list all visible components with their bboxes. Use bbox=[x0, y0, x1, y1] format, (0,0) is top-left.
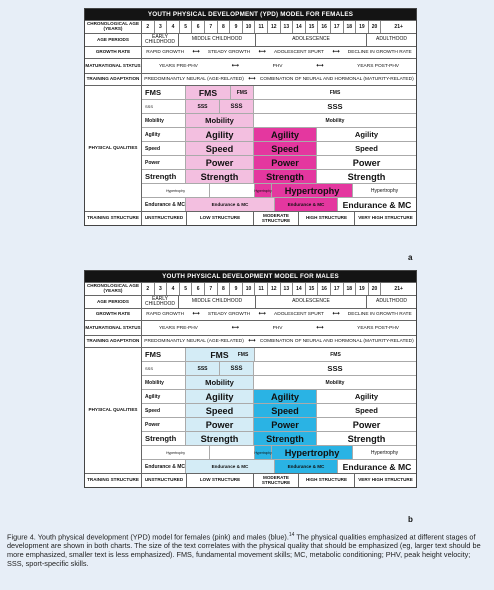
female-physical-qualities bbox=[85, 85, 416, 211]
male-adaptation-neural: PREDOMINANTLY NEURAL (AGE-RELATED) bbox=[144, 339, 244, 344]
female-mobility-middle-text: Mobility bbox=[205, 116, 234, 125]
male-structure-very-high: VERY HIGH STRUCTURE bbox=[358, 477, 413, 483]
male-hypertrophy-adolescence bbox=[272, 446, 353, 459]
male-speed-adolescence-text: Speed bbox=[271, 405, 299, 416]
female-age-5: 5 bbox=[180, 21, 193, 33]
female-age-20: 20 bbox=[369, 21, 382, 33]
female-fms-early-text: FMS bbox=[145, 88, 162, 97]
male-sss-row bbox=[142, 361, 416, 375]
female-mobility-middle bbox=[186, 114, 254, 127]
female-strength-early-text: Strength bbox=[145, 172, 177, 181]
female-age-14: 14 bbox=[293, 21, 306, 33]
female-mobility-row bbox=[142, 113, 416, 127]
female-strength-adolescence-text: Strength bbox=[266, 171, 304, 182]
female-growth-label: GROWTH RATE bbox=[85, 47, 142, 58]
female-growth-rapid: RAPID GROWTH bbox=[146, 50, 185, 55]
caption-text: Figure 4. Youth physical development (YPD) model for females (pink) and males (blue). bbox=[7, 532, 289, 542]
female-age-19: 19 bbox=[356, 21, 369, 33]
female-chrono-label: CHRONOLOGICAL AGE (YEARS) bbox=[85, 21, 142, 33]
male-growth-decline: DECLINE IN GROWTH RATE bbox=[347, 312, 412, 317]
male-speed-early bbox=[142, 404, 186, 417]
male-maturation-pre: YEARS PRE-PHV bbox=[158, 325, 198, 331]
male-growth-spurt: ADOLESCENT SPURT bbox=[274, 312, 324, 317]
female-agility-row bbox=[142, 127, 416, 141]
female-fms-middle-b bbox=[231, 86, 253, 99]
female-mobility-early bbox=[142, 114, 186, 127]
male-fms-adolescence-text: FMS bbox=[330, 351, 341, 358]
female-fms-adolescence bbox=[254, 86, 416, 99]
female-maturation-label: MATURATIONAL STATUS bbox=[85, 59, 142, 73]
male-mobility-adolescence-text: Mobility bbox=[325, 379, 345, 386]
male-fms-row bbox=[142, 348, 416, 361]
male-endurance-adulthood-text: Endurance & MC bbox=[342, 461, 412, 472]
female-fms-row bbox=[142, 86, 416, 99]
male-age-4: 4 bbox=[167, 283, 180, 295]
female-hypertrophy-phv-text: Hypertrophy bbox=[254, 188, 272, 193]
arrow-icon: ⟷ bbox=[316, 63, 324, 69]
female-endurance-adulthood-text: Endurance & MC bbox=[342, 199, 412, 210]
female-growth-steady: STEADY GROWTH bbox=[207, 50, 251, 55]
male-sss-middle-b-text: SSS bbox=[230, 365, 243, 372]
male-period-middle: MIDDLE CHILDHOOD bbox=[179, 296, 256, 308]
male-mobility-early bbox=[142, 376, 186, 389]
male-mobility-early-text: Mobility bbox=[145, 379, 164, 386]
male-speed-adulthood-text: Speed bbox=[355, 406, 378, 415]
male-age-21+: 21+ bbox=[394, 286, 403, 292]
male-power-middle bbox=[186, 418, 254, 431]
male-sss-middle-a bbox=[186, 362, 220, 375]
male-endurance-adulthood bbox=[338, 460, 416, 473]
female-agility-adulthood bbox=[317, 128, 416, 141]
male-age-17: 17 bbox=[331, 283, 344, 295]
arrow-icon: ⟷ bbox=[258, 312, 266, 317]
male-speed-middle-text: Speed bbox=[205, 405, 234, 416]
male-endurance-middle-text: Endurance & MC bbox=[211, 464, 249, 469]
female-panel-letter: a bbox=[408, 253, 413, 262]
male-growth-label: GROWTH RATE bbox=[85, 309, 142, 320]
female-agility-early bbox=[142, 128, 186, 141]
female-age-4: 4 bbox=[167, 21, 180, 33]
female-period-early: EARLY CHILDHOOD bbox=[142, 34, 179, 46]
male-agility-adolescence-text: Agility bbox=[270, 391, 300, 402]
male-age-9: 9 bbox=[230, 283, 243, 295]
female-hypertrophy-early-text: Hypertrophy bbox=[165, 188, 186, 193]
female-endurance-row bbox=[142, 197, 416, 211]
male-age-2: 2 bbox=[142, 283, 155, 295]
male-sss-early-text: SSS bbox=[145, 366, 154, 371]
male-sss-middle-a-text: SSS bbox=[197, 365, 208, 372]
female-endurance-middle-text: Endurance & MC bbox=[211, 202, 249, 207]
male-speed-middle bbox=[186, 404, 254, 417]
female-power-adulthood bbox=[317, 156, 416, 169]
arrow-icon: ⟷ bbox=[332, 312, 340, 317]
female-fms-middle-b-text: FMS bbox=[236, 89, 248, 96]
female-endurance-early bbox=[142, 198, 186, 211]
arrow-icon: ⟷ bbox=[231, 325, 239, 331]
arrow-icon: ⟷ bbox=[192, 312, 200, 317]
male-hypertrophy-phv-text: Hypertrophy bbox=[254, 450, 272, 455]
female-strength-middle-text: Strength bbox=[200, 171, 239, 182]
caption-reference: 14 bbox=[288, 532, 295, 538]
female-power-adolescence bbox=[254, 156, 317, 169]
female-age-11: 11 bbox=[255, 21, 268, 33]
female-age-9: 9 bbox=[230, 21, 243, 33]
female-strength-adulthood bbox=[317, 170, 416, 183]
male-agility-early bbox=[142, 390, 186, 403]
female-fms-middle bbox=[186, 86, 254, 99]
female-sss-early-text: SSS bbox=[145, 104, 154, 109]
male-fms-middle-b bbox=[232, 348, 255, 361]
male-structure-high: HIGH STRUCTURE bbox=[299, 474, 355, 487]
male-periods-label: AGE PERIODS bbox=[85, 296, 142, 308]
male-mobility-adolescence bbox=[254, 376, 416, 389]
female-periods-label: AGE PERIODS bbox=[85, 34, 142, 46]
female-structure-high: HIGH STRUCTURE bbox=[299, 212, 355, 225]
male-maturation-row bbox=[85, 320, 416, 335]
male-structure-moderate: MODERATE STRUCTURE bbox=[254, 474, 299, 487]
male-period-adulthood: ADULTHOOD bbox=[375, 298, 408, 305]
female-structure-very-high: VERY HIGH STRUCTURE bbox=[358, 215, 413, 221]
male-adaptation-combo: COMBINATION OF NEURAL AND HORMONAL (MATURITY-RELATED) bbox=[259, 339, 414, 344]
female-hypertrophy-phv bbox=[255, 184, 272, 197]
female-age-18: 18 bbox=[344, 21, 357, 33]
female-structure-unstructured: UNSTRUCTURED bbox=[142, 212, 187, 225]
male-agility-adolescence bbox=[254, 390, 317, 403]
male-agility-early-text: Agility bbox=[145, 393, 161, 400]
female-hypertrophy-early bbox=[142, 184, 210, 197]
male-age-14: 14 bbox=[293, 283, 306, 295]
female-fms-middle-a-text: FMS bbox=[198, 87, 218, 98]
female-power-adulthood-text: Power bbox=[352, 157, 381, 168]
female-age-3: 3 bbox=[155, 21, 168, 33]
female-sss-middle-a-text: SSS bbox=[197, 103, 208, 110]
female-endurance-adolescence bbox=[275, 198, 338, 211]
male-fms-middle-b-text: FMS bbox=[237, 351, 249, 358]
female-age-21+: 21+ bbox=[394, 24, 403, 30]
male-speed-early-text: Speed bbox=[145, 407, 161, 414]
arrow-icon: ⟷ bbox=[231, 63, 239, 69]
male-age-5: 5 bbox=[180, 283, 193, 295]
male-hypertrophy-adulthood bbox=[353, 446, 416, 459]
female-speed-middle bbox=[186, 142, 254, 155]
female-structure-moderate: MODERATE STRUCTURE bbox=[254, 212, 299, 225]
male-structure-low: LOW STRUCTURE bbox=[187, 474, 254, 487]
male-hypertrophy-early bbox=[142, 446, 210, 459]
female-agility-adulthood-text: Agility bbox=[354, 130, 379, 139]
arrow-icon: ⟷ bbox=[248, 77, 256, 82]
female-fms-early bbox=[142, 86, 186, 99]
male-growth-rapid: RAPID GROWTH bbox=[146, 312, 185, 317]
male-ypd-chart bbox=[84, 270, 417, 488]
male-hypertrophy-adolescence-text: Hypertrophy bbox=[284, 447, 340, 458]
female-sss-adolescence bbox=[254, 100, 416, 113]
male-growth-steady: STEADY GROWTH bbox=[207, 312, 251, 317]
female-hypertrophy-adulthood-text: Hypertrophy bbox=[370, 187, 399, 194]
male-hypertrophy-adulthood-text: Hypertrophy bbox=[370, 449, 399, 456]
male-strength-row bbox=[142, 431, 416, 445]
male-age-13: 13 bbox=[281, 283, 294, 295]
female-age-17: 17 bbox=[331, 21, 344, 33]
male-strength-middle-text: Strength bbox=[200, 433, 239, 444]
female-age-16: 16 bbox=[318, 21, 331, 33]
female-mobility-early-text: Mobility bbox=[145, 117, 164, 124]
male-maturation-label: MATURATIONAL STATUS bbox=[85, 321, 142, 335]
female-age-10: 10 bbox=[243, 21, 256, 33]
male-age-20: 20 bbox=[369, 283, 382, 295]
female-power-adolescence-text: Power bbox=[271, 157, 299, 168]
male-sss-early bbox=[142, 362, 186, 375]
male-age-16: 16 bbox=[318, 283, 331, 295]
male-age-10: 10 bbox=[243, 283, 256, 295]
female-hypertrophy-adolescence bbox=[272, 184, 353, 197]
male-adaptation-row bbox=[85, 335, 416, 347]
female-agility-adolescence bbox=[254, 128, 317, 141]
female-strength-early bbox=[142, 170, 186, 183]
male-agility-middle bbox=[186, 390, 254, 403]
female-structure-label: TRAINING STRUCTURE bbox=[85, 212, 142, 225]
male-strength-adolescence-text: Strength bbox=[266, 433, 304, 444]
female-power-early bbox=[142, 156, 186, 169]
male-structure-row bbox=[85, 473, 416, 487]
male-mobility-row bbox=[142, 375, 416, 389]
male-mobility-middle-text: Mobility bbox=[205, 378, 234, 387]
female-endurance-adolescence-text: Endurance & MC bbox=[287, 202, 325, 207]
male-structure-label: TRAINING STRUCTURE bbox=[85, 474, 142, 487]
female-speed-early-text: Speed bbox=[145, 145, 161, 152]
male-agility-row bbox=[142, 389, 416, 403]
male-power-adulthood-text: Power bbox=[352, 419, 381, 430]
female-ypd-chart bbox=[84, 8, 417, 226]
female-growth-decline: DECLINE IN GROWTH RATE bbox=[347, 50, 412, 55]
female-agility-adolescence-text: Agility bbox=[270, 129, 300, 140]
male-sss-adolescence bbox=[254, 362, 416, 375]
male-fms-early-text: FMS bbox=[145, 350, 162, 359]
female-period-middle: MIDDLE CHILDHOOD bbox=[179, 34, 256, 46]
female-sss-middle-b-text: SSS bbox=[230, 103, 243, 110]
male-strength-early-text: Strength bbox=[145, 434, 177, 443]
arrow-icon: ⟷ bbox=[248, 339, 256, 344]
female-strength-row bbox=[142, 169, 416, 183]
female-mobility-adolescence-text: Mobility bbox=[325, 117, 345, 124]
female-speed-adulthood bbox=[317, 142, 416, 155]
female-strength-adulthood-text: Strength bbox=[347, 171, 386, 182]
male-sss-middle bbox=[186, 362, 254, 375]
female-speed-row bbox=[142, 141, 416, 155]
female-period-adulthood: ADULTHOOD bbox=[375, 36, 408, 43]
female-structure-low: LOW STRUCTURE bbox=[187, 212, 254, 225]
female-maturation-phv: PHV bbox=[272, 63, 283, 69]
female-agility-middle-text: Agility bbox=[205, 129, 234, 140]
figure-caption bbox=[7, 531, 488, 568]
male-hypertrophy-row bbox=[142, 445, 416, 459]
female-power-middle bbox=[186, 156, 254, 169]
female-maturation-row bbox=[85, 58, 416, 73]
female-speed-early bbox=[142, 142, 186, 155]
female-hypertrophy-adulthood bbox=[353, 184, 416, 197]
male-endurance-early bbox=[142, 460, 186, 473]
male-age-6: 6 bbox=[192, 283, 205, 295]
female-age-7: 7 bbox=[205, 21, 218, 33]
male-hypertrophy-gap bbox=[210, 446, 255, 459]
male-fms-early bbox=[142, 348, 186, 361]
female-age-15: 15 bbox=[306, 21, 319, 33]
female-growth-row bbox=[85, 46, 416, 58]
male-power-middle-text: Power bbox=[205, 419, 234, 430]
male-physical-qualities-label: PHYSICAL QUALITIES bbox=[85, 348, 142, 473]
male-fms-middle-a-text: FMS bbox=[210, 349, 229, 360]
male-physical-qualities bbox=[85, 347, 416, 473]
female-sss-adolescence-text: SSS bbox=[327, 102, 343, 111]
male-agility-adulthood-text: Agility bbox=[354, 392, 379, 401]
female-sss-middle bbox=[186, 100, 254, 113]
male-endurance-middle bbox=[186, 460, 275, 473]
arrow-icon: ⟷ bbox=[258, 50, 266, 55]
female-hypertrophy-row bbox=[142, 183, 416, 197]
male-strength-adulthood-text: Strength bbox=[347, 433, 386, 444]
female-endurance-adulthood bbox=[338, 198, 416, 211]
male-endurance-adolescence-text: Endurance & MC bbox=[287, 464, 325, 469]
female-agility-early-text: Agility bbox=[145, 131, 161, 138]
female-fms-middle-a bbox=[186, 86, 231, 99]
male-agility-adulthood bbox=[317, 390, 416, 403]
male-power-early-text: Power bbox=[145, 421, 161, 428]
male-power-row bbox=[142, 417, 416, 431]
female-age-6: 6 bbox=[192, 21, 205, 33]
male-power-adolescence bbox=[254, 418, 317, 431]
female-maturation-pre: YEARS PRE-PHV bbox=[158, 63, 198, 69]
arrow-icon: ⟷ bbox=[192, 50, 200, 55]
male-age-11: 11 bbox=[255, 283, 268, 295]
female-adaptation-label: TRAINING ADAPTATION bbox=[85, 74, 142, 85]
female-period-adolescence: ADOLESCENCE bbox=[256, 34, 367, 46]
female-age-13: 13 bbox=[281, 21, 294, 33]
male-chrono-label: CHRONOLOGICAL AGE (YEARS) bbox=[85, 283, 142, 295]
female-chart-title: YOUTH PHYSICAL DEVELOPMENT (YPD) MODEL FOR FEMALES bbox=[85, 9, 416, 20]
male-periods-row bbox=[85, 295, 416, 308]
female-power-middle-text: Power bbox=[205, 157, 234, 168]
arrow-icon: ⟷ bbox=[316, 325, 324, 331]
male-growth-row bbox=[85, 308, 416, 320]
male-sss-middle-b bbox=[220, 362, 253, 375]
male-maturation-post: YEARS POST-PHV bbox=[357, 325, 400, 331]
male-period-early: EARLY CHILDHOOD bbox=[142, 296, 179, 308]
female-adaptation-neural: PREDOMINANTLY NEURAL (AGE-RELATED) bbox=[144, 77, 244, 82]
male-power-early bbox=[142, 418, 186, 431]
male-power-adulthood bbox=[317, 418, 416, 431]
male-age-12: 12 bbox=[268, 283, 281, 295]
female-adaptation-combo: COMBINATION OF NEURAL AND HORMONAL (MATURITY-RELATED) bbox=[259, 77, 414, 82]
male-strength-middle bbox=[186, 432, 254, 445]
male-period-adolescence: ADOLESCENCE bbox=[256, 296, 367, 308]
male-age-8: 8 bbox=[218, 283, 231, 295]
female-age-12: 12 bbox=[268, 21, 281, 33]
male-age-15: 15 bbox=[306, 283, 319, 295]
male-age-19: 19 bbox=[356, 283, 369, 295]
female-adaptation-row bbox=[85, 73, 416, 85]
male-agility-middle-text: Agility bbox=[205, 391, 234, 402]
female-sss-early bbox=[142, 100, 186, 113]
female-growth-spurt: ADOLESCENT SPURT bbox=[274, 50, 324, 55]
male-mobility-middle bbox=[186, 376, 254, 389]
female-periods-row bbox=[85, 33, 416, 46]
arrow-icon: ⟷ bbox=[332, 50, 340, 55]
male-chrono-row bbox=[85, 282, 416, 295]
male-age-18: 18 bbox=[344, 283, 357, 295]
male-structure-unstructured: UNSTRUCTURED bbox=[142, 474, 187, 487]
female-chrono-row bbox=[85, 20, 416, 33]
caption-text-continued: The physical qualities emphasized at different stages of development are shown in both charts. The size of the text correlates with the physical quality that should be emphasized (eg, larger text should be more emphasized, smaller text is less emphasized). FMS, fundamental movement skills; MC, metabolic conditioning; PHV, peak height velocity; SSS, sport-specific skills. bbox=[7, 532, 481, 569]
female-endurance-early-text: Endurance & MC bbox=[145, 201, 186, 208]
female-power-row bbox=[142, 155, 416, 169]
female-fms-adolescence-text: FMS bbox=[329, 89, 341, 96]
male-age-3: 3 bbox=[155, 283, 168, 295]
female-structure-row bbox=[85, 211, 416, 225]
female-age-2: 2 bbox=[142, 21, 155, 33]
female-strength-adolescence bbox=[254, 170, 317, 183]
male-fms-adolescence bbox=[255, 348, 416, 361]
male-adaptation-label: TRAINING ADAPTATION bbox=[85, 336, 142, 347]
female-hypertrophy-gap bbox=[210, 184, 255, 197]
male-hypertrophy-early-text: Hypertrophy bbox=[165, 450, 186, 455]
female-mobility-adolescence bbox=[254, 114, 416, 127]
female-age-8: 8 bbox=[218, 21, 231, 33]
female-physical-qualities-label: PHYSICAL QUALITIES bbox=[85, 86, 142, 211]
female-sss-middle-a bbox=[186, 100, 220, 113]
male-endurance-early-text: Endurance & MC bbox=[145, 463, 186, 470]
male-age-7: 7 bbox=[205, 283, 218, 295]
male-endurance-adolescence bbox=[275, 460, 338, 473]
female-sss-row bbox=[142, 99, 416, 113]
male-speed-row bbox=[142, 403, 416, 417]
male-speed-adolescence bbox=[254, 404, 317, 417]
female-hypertrophy-adolescence-text: Hypertrophy bbox=[284, 185, 340, 196]
male-sss-adolescence-text: SSS bbox=[327, 364, 343, 373]
female-power-early-text: Power bbox=[145, 159, 161, 166]
female-strength-middle bbox=[186, 170, 254, 183]
male-strength-early bbox=[142, 432, 186, 445]
female-speed-adolescence-text: Speed bbox=[271, 143, 299, 154]
female-speed-adolescence bbox=[254, 142, 317, 155]
female-agility-middle bbox=[186, 128, 254, 141]
male-hypertrophy-phv bbox=[255, 446, 272, 459]
male-endurance-row bbox=[142, 459, 416, 473]
female-speed-middle-text: Speed bbox=[205, 143, 234, 154]
male-strength-adolescence bbox=[254, 432, 317, 445]
male-power-adolescence-text: Power bbox=[271, 419, 299, 430]
male-panel-letter: b bbox=[408, 515, 413, 524]
female-endurance-middle bbox=[186, 198, 275, 211]
male-maturation-phv: PHV bbox=[272, 325, 283, 331]
female-sss-middle-b bbox=[220, 100, 253, 113]
male-speed-adulthood bbox=[317, 404, 416, 417]
male-chart-title: YOUTH PHYSICAL DEVELOPMENT MODEL FOR MALES bbox=[85, 271, 416, 282]
male-strength-adulthood bbox=[317, 432, 416, 445]
female-maturation-post: YEARS POST-PHV bbox=[357, 63, 400, 69]
female-speed-adulthood-text: Speed bbox=[355, 144, 378, 153]
